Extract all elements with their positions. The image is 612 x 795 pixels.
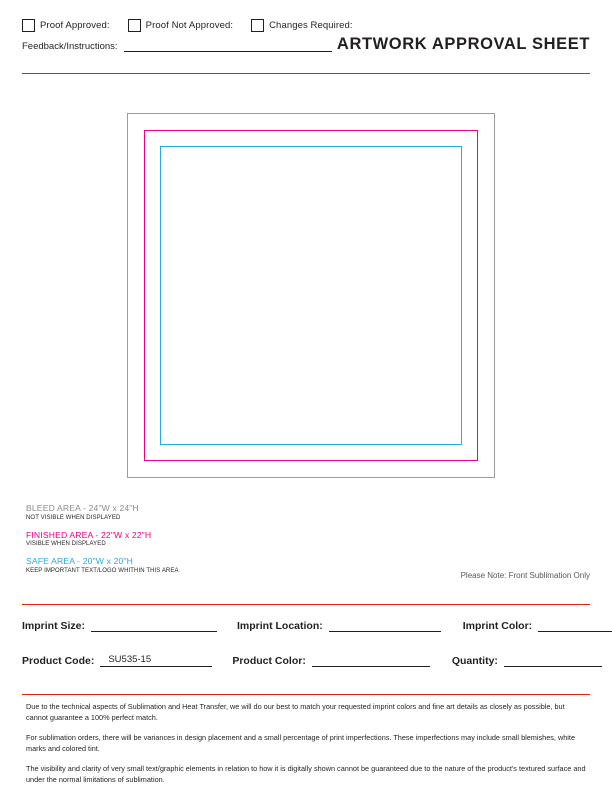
- imprint-location-label: Imprint Location:: [237, 620, 323, 632]
- form-row-1: [22, 618, 590, 632]
- proof-approved-label: Proof Approved:: [40, 20, 110, 31]
- legend-safe-subtitle: KEEP IMPORTANT TEXT/LOGO WHITHIN THIS AREA: [26, 567, 179, 574]
- imprint-size-input[interactable]: [91, 618, 217, 632]
- proof-approved-checkbox[interactable]: [22, 19, 35, 32]
- area-legend: [26, 503, 446, 583]
- order-details-form: [22, 612, 590, 684]
- header: [22, 14, 590, 66]
- imprint-location-input[interactable]: [329, 618, 441, 632]
- please-note-text: Please Note: Front Sublimation Only: [460, 571, 590, 580]
- changes-required-option[interactable]: [251, 19, 353, 32]
- disclaimer-paragraph-2: For sublimation orders, there will be variances in design placement and a small percentage of print imperfections. These imperfections may include small blemishes, white marks and colored tint.: [26, 733, 576, 753]
- feedback-label: Feedback/Instructions:: [22, 41, 118, 52]
- header-divider: [22, 73, 590, 74]
- changes-required-label: Changes Required:: [269, 20, 353, 31]
- legend-finished-subtitle: VISIBLE WHEN DISPLAYED: [26, 541, 106, 547]
- product-color-input[interactable]: [312, 653, 430, 667]
- form-divider-bottom: [22, 694, 590, 695]
- disclaimer-paragraph-3: The visibility and clarity of very small text/graphic elements in relation to how it is digitally shown cannot be guaranteed due to the nature of the product's textured surface and under the normal limitations of sublimation.: [26, 764, 586, 784]
- artwork-preview-safe-area: [160, 146, 462, 445]
- imprint-color-input[interactable]: [538, 618, 612, 632]
- legend-safe-title: SAFE AREA - 20"W x 20"H: [26, 556, 133, 566]
- legend-finished-title: FINISHED AREA - 22"W x 22"H: [26, 529, 152, 540]
- legend-item-safe: [26, 556, 446, 574]
- product-code-value: SU535-15: [108, 654, 152, 665]
- approval-checkbox-group: [22, 19, 371, 32]
- quantity-input[interactable]: [504, 653, 602, 667]
- proof-approved-option[interactable]: [22, 19, 110, 32]
- imprint-color-field[interactable]: [463, 618, 612, 632]
- artwork-preview-finished-area: [144, 130, 478, 461]
- imprint-location-field[interactable]: [237, 618, 441, 632]
- form-divider-top: [22, 604, 590, 605]
- imprint-color-label: Imprint Color:: [462, 620, 533, 632]
- product-code-label: Product Code:: [22, 655, 95, 667]
- disclaimer-paragraph-1: Due to the technical aspects of Sublimation and Heat Transfer, we will do our best to match your requested imprint colors and fine art details as closely as possible, but cannot guarantee a 100% perfect match.: [26, 702, 565, 722]
- product-color-field[interactable]: [232, 653, 430, 667]
- page-title: ARTWORK APPROVAL SHEET: [336, 35, 590, 53]
- legend-bleed-subtitle: NOT VISIBLE WHEN DISPLAYED: [26, 514, 121, 521]
- product-code-input[interactable]: [100, 653, 212, 667]
- product-color-label: Product Color:: [232, 655, 306, 667]
- legend-item-bleed: [26, 503, 446, 521]
- proof-not-approved-checkbox[interactable]: [128, 19, 141, 32]
- changes-required-checkbox[interactable]: [251, 19, 264, 32]
- feedback-row: [22, 40, 332, 52]
- proof-not-approved-option[interactable]: [128, 19, 233, 32]
- imprint-size-field[interactable]: [22, 618, 217, 632]
- quantity-label: Quantity:: [451, 655, 498, 667]
- proof-not-approved-label: Proof Not Approved:: [145, 20, 234, 31]
- product-code-field[interactable]: [22, 653, 212, 667]
- quantity-field[interactable]: [452, 653, 602, 667]
- legend-bleed-title: BLEED AREA - 24"W x 24"H: [26, 503, 139, 513]
- artwork-preview-bleed-area: [127, 113, 495, 478]
- form-row-2: [22, 653, 590, 667]
- feedback-input[interactable]: [124, 40, 332, 52]
- legend-item-finished: [26, 530, 446, 548]
- imprint-size-label: Imprint Size:: [22, 620, 86, 632]
- disclaimer-section: [26, 702, 588, 795]
